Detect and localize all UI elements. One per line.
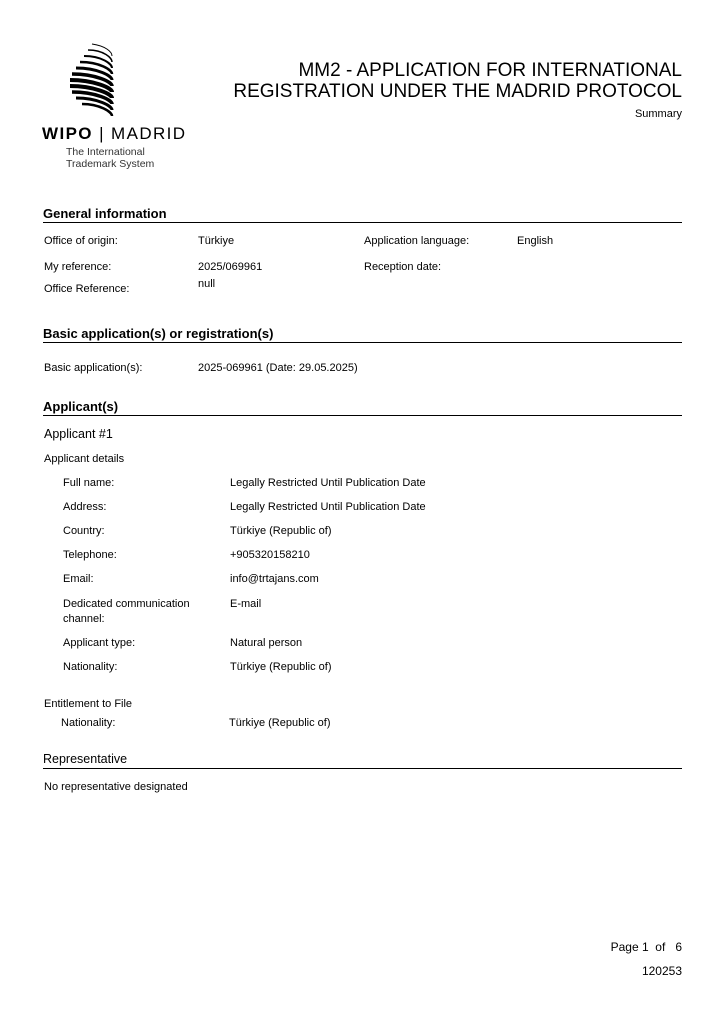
logo-separator: | bbox=[99, 124, 105, 143]
logo-subtitle-line1: The International bbox=[66, 146, 145, 158]
logo-subtitle bbox=[66, 146, 154, 170]
applicant-1-title: Applicant #1 bbox=[44, 427, 113, 441]
applicants-heading: Applicant(s) bbox=[43, 399, 682, 416]
address-label: Address: bbox=[63, 501, 107, 513]
representative-text: No representative designated bbox=[44, 781, 188, 793]
basic-application-label: Basic application(s): bbox=[44, 362, 143, 374]
entitlement-nationality-label: Nationality: bbox=[61, 717, 116, 729]
logo-madrid-text: MADRID bbox=[111, 124, 187, 143]
title-line1: MM2 - APPLICATION FOR INTERNATIONAL bbox=[298, 60, 682, 81]
applicant-details-label: Applicant details bbox=[44, 453, 125, 465]
entitlement-nationality-value: Türkiye (Republic of) bbox=[229, 717, 331, 729]
logo-wipo-text: WIPO bbox=[42, 124, 93, 143]
email-value: info@trtajans.com bbox=[230, 573, 319, 585]
full-name-value: Legally Restricted Until Publication Date bbox=[230, 477, 426, 489]
entitlement-heading: Entitlement to File bbox=[44, 698, 133, 710]
application-language-label: Application language: bbox=[364, 235, 470, 247]
office-origin-value: Türkiye bbox=[198, 235, 235, 247]
full-name-label: Full name: bbox=[63, 477, 115, 489]
communication-channel-label: Dedicated communication channel: bbox=[63, 598, 190, 625]
office-reference-label: Office Reference: bbox=[44, 283, 130, 295]
email-label: Email: bbox=[63, 573, 94, 585]
country-label: Country: bbox=[63, 525, 105, 537]
representative-heading: Representative bbox=[43, 752, 682, 769]
address-value: Legally Restricted Until Publication Date bbox=[230, 501, 426, 513]
page-number: Page 1 of 6 bbox=[610, 940, 682, 954]
title-line2: REGISTRATION UNDER THE MADRID PROTOCOL bbox=[233, 81, 682, 102]
nationality-value: Türkiye (Republic of) bbox=[230, 661, 332, 673]
basic-application-heading: Basic application(s) or registration(s) bbox=[43, 326, 682, 343]
wipo-madrid-wordmark bbox=[42, 124, 186, 144]
my-reference-label: My reference: bbox=[44, 261, 112, 273]
applicant-type-value: Natural person bbox=[230, 637, 303, 649]
summary-label: Summary bbox=[634, 108, 682, 120]
document-title bbox=[233, 60, 682, 102]
office-origin-label: Office of origin: bbox=[44, 235, 118, 247]
reception-date-label: Reception date: bbox=[364, 261, 442, 273]
wipo-globe-logo-icon bbox=[62, 40, 118, 125]
telephone-label: Telephone: bbox=[63, 549, 117, 561]
application-language-value: English bbox=[517, 235, 554, 247]
basic-application-value: 2025-069961 (Date: 29.05.2025) bbox=[198, 362, 358, 374]
communication-channel-value: E-mail bbox=[230, 598, 262, 610]
telephone-value: +905320158210 bbox=[230, 549, 310, 561]
document-number: 120253 bbox=[641, 964, 682, 978]
applicant-type-label: Applicant type: bbox=[63, 637, 136, 649]
general-information-heading: General information bbox=[43, 206, 682, 223]
my-reference-value: 2025/069961 bbox=[198, 261, 263, 273]
country-value: Türkiye (Republic of) bbox=[230, 525, 332, 537]
nationality-label: Nationality: bbox=[63, 661, 118, 673]
office-reference-value: null bbox=[198, 278, 216, 290]
logo-subtitle-line2: Trademark System bbox=[66, 158, 155, 170]
